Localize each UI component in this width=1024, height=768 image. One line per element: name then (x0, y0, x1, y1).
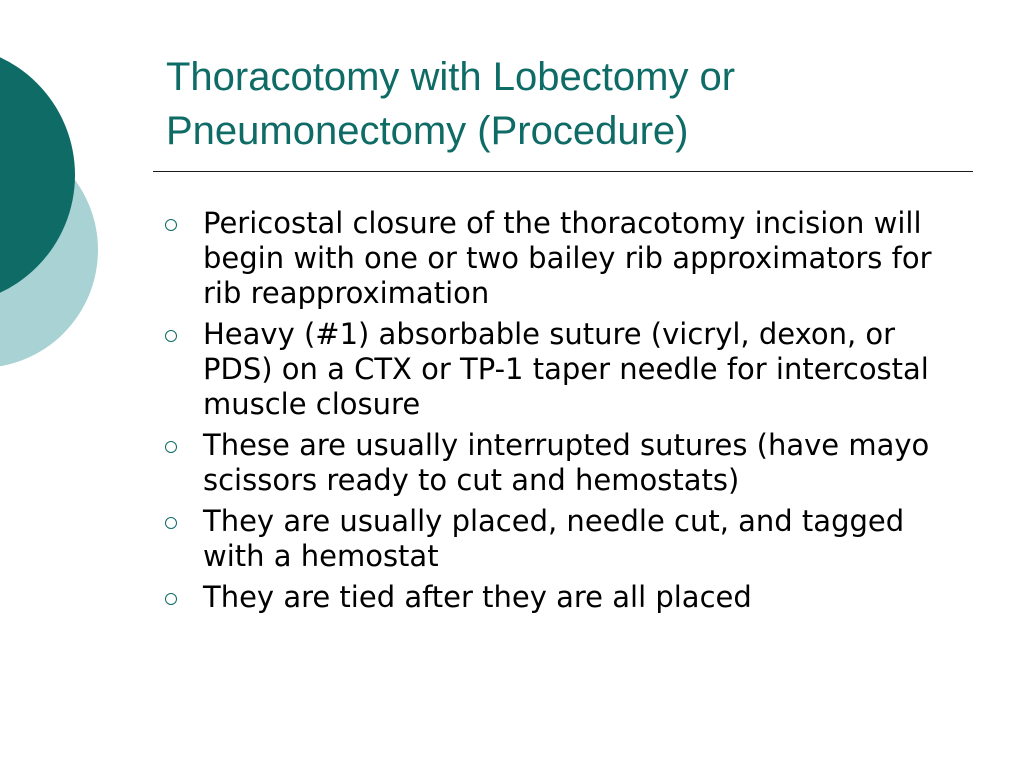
hollow-circle-bullet-icon (165, 441, 177, 453)
hollow-circle-bullet-icon (165, 219, 177, 231)
hollow-circle-bullet-icon (165, 593, 177, 605)
bullet-item (165, 317, 965, 422)
bullet-text: They are tied after they are all placed (203, 580, 752, 614)
bullet-item (165, 206, 965, 311)
bullet-text: Heavy (#1) absorbable suture (vicryl, dexon, or PDS) on a CTX or TP-1 taper needle for intercostal muscle closure (203, 317, 929, 421)
bullet-text: These are usually interrupted sutures (have mayo scissors ready to cut and hemostats) (203, 428, 930, 497)
bullet-item (165, 580, 965, 615)
bullet-text: Pericostal closure of the thoracotomy incision will begin with one or two bailey rib approximators for rib reapproximation (203, 206, 932, 310)
hollow-circle-bullet-icon (165, 517, 177, 529)
hollow-circle-bullet-icon (165, 330, 177, 342)
decorative-circles (0, 0, 120, 420)
bullet-item (165, 428, 965, 498)
bullet-item (165, 504, 965, 574)
slide-title: Thoracotomy with Lobectomy or Pneumonectomy (Procedure) (166, 55, 736, 153)
bullet-list (165, 206, 965, 621)
bullet-text: They are usually placed, needle cut, and tagged with a hemostat (203, 504, 905, 573)
title-divider (153, 171, 973, 172)
